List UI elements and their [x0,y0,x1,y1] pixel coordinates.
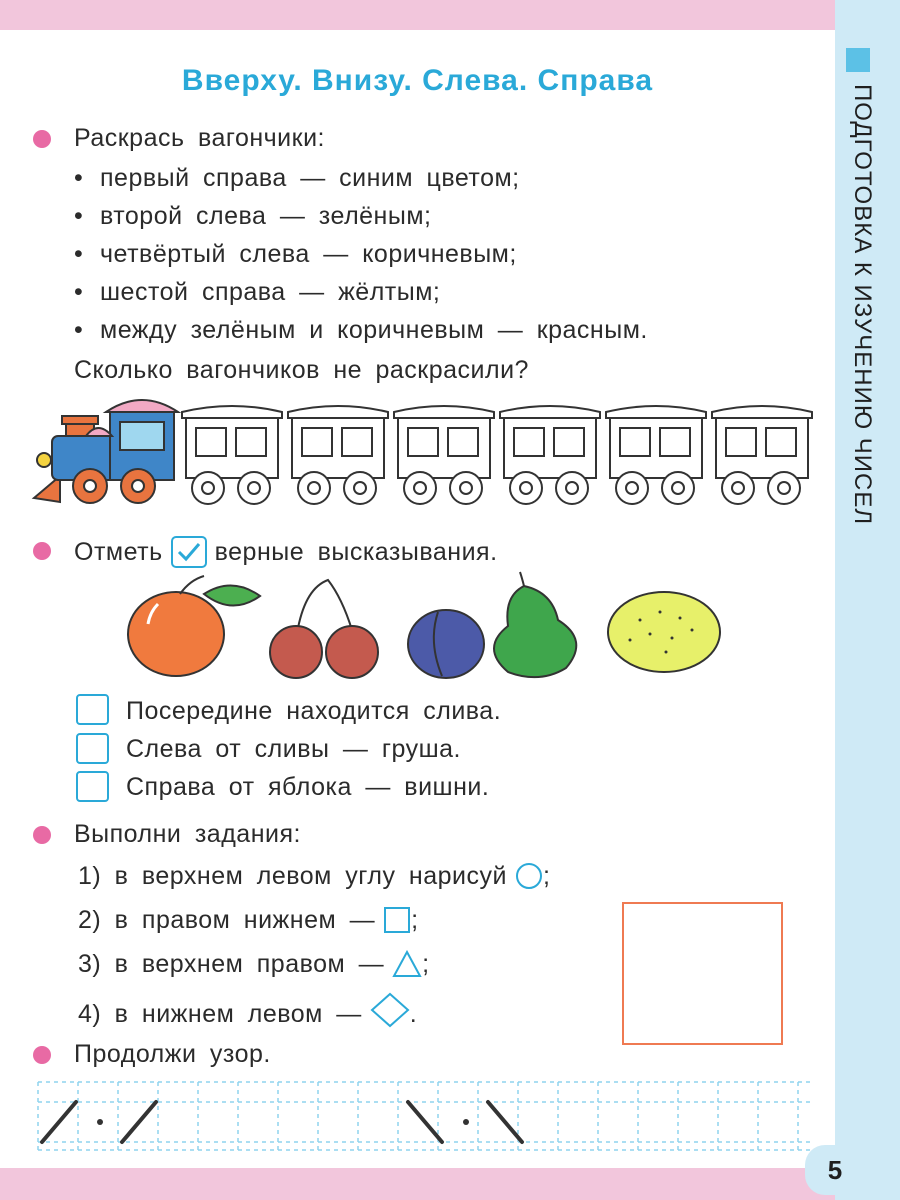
task3-item [78,950,430,979]
task2-after: верные высказывания. [214,538,498,566]
pattern-grid[interactable] [36,1080,816,1152]
task3-item-text: 3) в верхнем правом — [78,950,385,978]
wagon-icon[interactable] [182,406,282,504]
task3-item-end: ; [542,862,551,890]
task3-item [78,862,550,891]
page-number: 5 [805,1145,865,1195]
task-bullet-dot [33,826,51,844]
task3-item-text: 2) в правом нижнем — [78,906,376,934]
task1-item [74,202,431,231]
task2-before: Отметь [74,538,163,566]
task3-item [78,906,419,935]
diamond-shape [370,992,410,1028]
triangle-shape [392,950,422,978]
section-label: ПОДГОТОВКА К ИЗУЧЕНИЮ ЧИСЕЛ [849,84,876,526]
statement-text: Посередине находится слива. [126,697,502,725]
task3-item-end: ; [411,906,419,934]
task3-item-end: . [409,1000,418,1028]
task3-item-text: 1) в верхнем левом углу нарисуй [78,862,507,890]
list-bullet: • [74,202,84,230]
task1-item [74,240,517,269]
wagon-icon[interactable] [500,406,600,504]
pattern-strokes [42,1102,522,1142]
statement-checkbox[interactable] [76,771,109,802]
task1-item [74,164,520,193]
pear-icon[interactable] [494,572,576,677]
task1-item-text: первый справа — синим цветом; [100,164,520,192]
task1-item-text: между зелёным и коричневым — красным. [100,316,648,344]
task-bullet-dot [33,542,51,560]
wagon-icon[interactable] [712,406,812,504]
task3-item-end: ; [422,950,430,978]
side-marker [846,48,870,72]
drawing-square[interactable] [622,902,783,1045]
list-bullet: • [74,316,84,344]
top-band [0,0,835,30]
statement-checkbox[interactable] [76,733,109,764]
checkmark-icon [171,536,207,568]
page-title: Вверху. Внизу. Слева. Справа [181,64,654,97]
task1-item [74,278,440,307]
statement-text: Справа от яблока — вишни. [126,773,490,801]
list-bullet: • [74,240,84,268]
task4-intro: Продолжи узор. [74,1040,271,1068]
circle-shape [515,862,543,890]
task1-intro: Раскрась вагончики: [74,124,325,152]
task1-item-text: четвёртый слева — коричневым; [100,240,517,268]
task-bullet-dot [33,1046,51,1064]
wagon-icon[interactable] [288,406,388,504]
train-illustration [30,392,830,514]
task3-item [78,992,417,1029]
fruits-illustration [120,568,730,680]
task3-item-text: 4) в нижнем левом — [78,1000,362,1028]
task-bullet-dot [33,130,51,148]
pattern-dots [97,1119,469,1125]
square-shape [383,906,411,934]
statement-text: Слева от сливы — груша. [126,735,461,763]
task2-instruction [74,536,498,568]
cherries-icon[interactable] [270,580,378,678]
list-bullet: • [74,278,84,306]
task1-item-text: второй слева — зелёным; [100,202,432,230]
list-bullet: • [74,164,84,192]
apple-icon[interactable] [128,576,260,676]
statement-checkbox[interactable] [76,694,109,725]
bottom-band [0,1168,835,1200]
wagon-icon[interactable] [394,406,494,504]
task1-item-text: шестой справа — жёлтым; [100,278,441,306]
lemon-icon[interactable] [608,592,720,672]
plum-icon[interactable] [408,610,484,678]
task1-question: Сколько вагончиков не раскрасили? [74,356,529,384]
task3-intro: Выполни задания: [74,820,301,848]
wagon-icon[interactable] [606,406,706,504]
task1-item [74,316,648,345]
train-icon[interactable] [34,400,178,503]
